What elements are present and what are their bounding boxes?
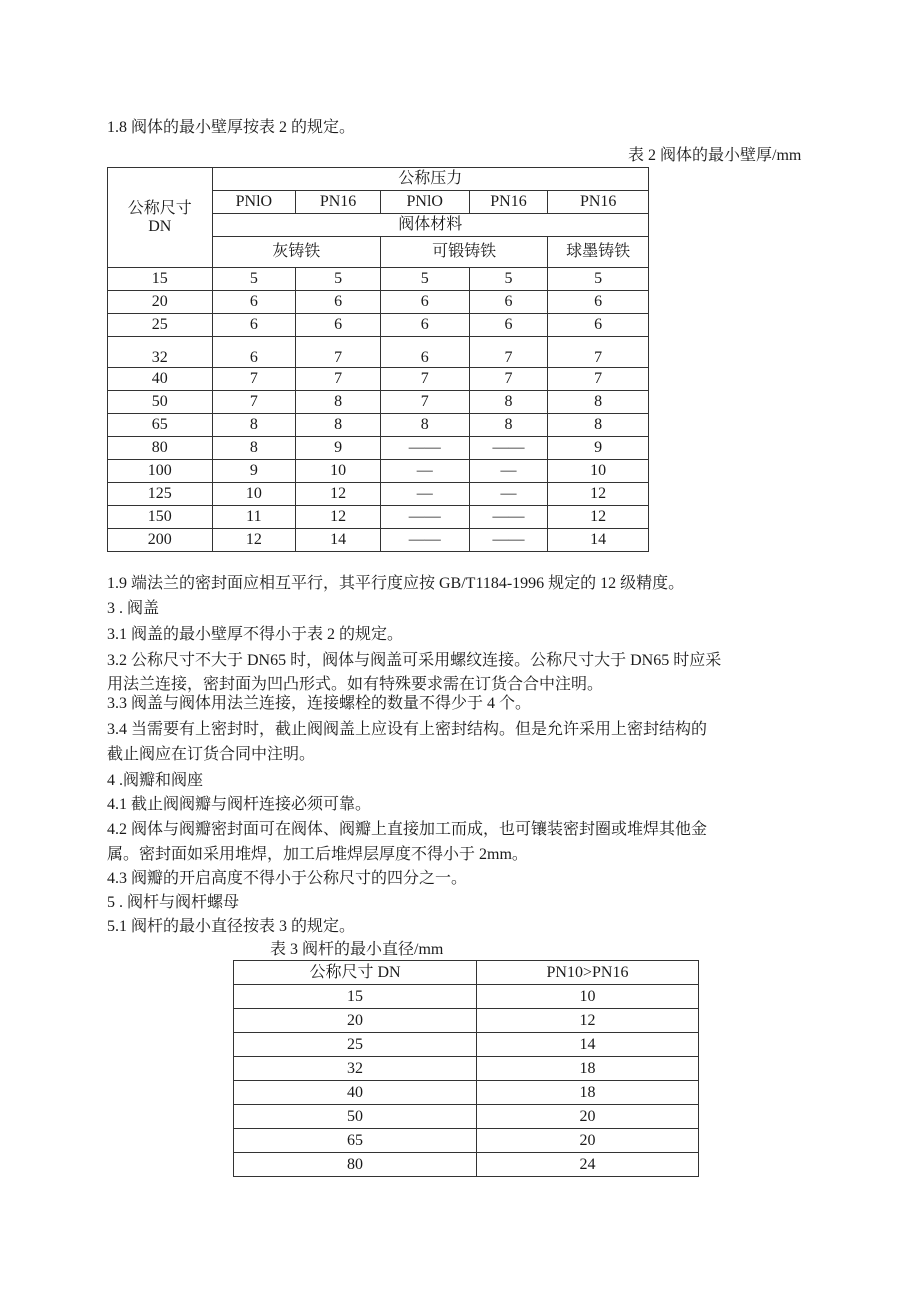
cell: 6 (469, 291, 548, 314)
pressure-col-4: PN16 (469, 191, 548, 214)
cell: 20 (108, 291, 213, 314)
cell: 80 (108, 437, 213, 460)
cell: 9 (212, 460, 296, 483)
cell: 32 (108, 337, 213, 368)
cell: 7 (296, 368, 381, 391)
pressure-header: 公称压力 (212, 168, 648, 191)
cell: — (469, 460, 548, 483)
cell: 8 (469, 414, 548, 437)
paragraph-3-1: 3.1 阀盖的最小壁厚不得小于表 2 的规定。 (107, 626, 404, 643)
cell: 8 (548, 414, 649, 437)
table-row (108, 437, 649, 460)
table-row (234, 1081, 699, 1105)
table-row (234, 1033, 699, 1057)
cell: 6 (296, 291, 381, 314)
cell: 6 (212, 314, 296, 337)
cell: 80 (234, 1153, 477, 1177)
table-row (234, 985, 699, 1009)
paragraph-1-9: 1.9 端法兰的密封面应相互平行，其平行度应按 GB/T1184-1996 规定的 12 级精度。 (107, 575, 685, 592)
cell: 25 (108, 314, 213, 337)
cell: 7 (212, 368, 296, 391)
material-ductile-iron: 球墨铸铁 (548, 237, 649, 268)
table-row (108, 483, 649, 506)
cell: —— (380, 506, 469, 529)
cell: 10 (212, 483, 296, 506)
cell: 100 (108, 460, 213, 483)
paragraph-4-2-line1: 4.2 阀体与阀瓣密封面可在阀体、阀瓣上直接加工而成，也可镶装密封圈或堆焊其他金 (107, 821, 708, 838)
cell: 12 (212, 529, 296, 552)
cell: 40 (108, 368, 213, 391)
cell: 12 (296, 483, 381, 506)
paragraph-4-1: 4.1 截止阀阀瓣与阀杆连接必须可靠。 (107, 796, 372, 813)
paragraph-5-1: 5.1 阀杆的最小直径按表 3 的规定。 (107, 918, 356, 935)
cell: 14 (548, 529, 649, 552)
paragraph-3-4-line1: 3.4 当需要有上密封时，截止阀阀盖上应设有上密封结构。但是允许采用上密封结构的 (107, 721, 708, 738)
table-row (108, 529, 649, 552)
paragraph-3-4-line2: 截止阀应在订货合同中注明。 (107, 746, 316, 763)
table-row (234, 1105, 699, 1129)
cell: 5 (212, 268, 296, 291)
cell: 8 (296, 391, 381, 414)
cell: 6 (469, 314, 548, 337)
cell: — (380, 483, 469, 506)
table-row (108, 506, 649, 529)
table-row (108, 268, 649, 291)
cell: 14 (296, 529, 381, 552)
cell: 6 (380, 337, 469, 368)
cell: 5 (380, 268, 469, 291)
cell: — (469, 483, 548, 506)
paragraph-3-2-line1: 3.2 公称尺寸不大于 DN65 时，阀体与阀盖可采用螺纹连接。公称尺寸大于 DN65 时应采 (107, 652, 722, 669)
cell: 12 (548, 506, 649, 529)
cell: 65 (234, 1129, 477, 1153)
paragraph-1-8: 1.8 阀体的最小壁厚按表 2 的规定。 (107, 119, 356, 136)
cell: 24 (477, 1153, 699, 1177)
cell: 10 (548, 460, 649, 483)
table2-caption: 表 2 阀体的最小壁厚/mm (628, 147, 802, 164)
table-row (108, 291, 649, 314)
cell: 20 (477, 1105, 699, 1129)
cell: 7 (548, 337, 649, 368)
dn-header-line2: DN (148, 217, 172, 235)
cell: 7 (212, 391, 296, 414)
cell: 11 (212, 506, 296, 529)
header-pressure: PN10>PN16 (477, 961, 699, 985)
cell: 8 (469, 391, 548, 414)
pressure-col-3: PNlO (380, 191, 469, 214)
table-row (108, 460, 649, 483)
cell: 32 (234, 1057, 477, 1081)
cell: 7 (380, 368, 469, 391)
dn-header-line1: 公称尺寸 (127, 199, 192, 217)
table-row (108, 414, 649, 437)
table-row (234, 1057, 699, 1081)
cell: 6 (212, 337, 296, 368)
cell: 10 (477, 985, 699, 1009)
table3-min-stem-diameter (233, 960, 699, 1177)
cell: 9 (296, 437, 381, 460)
cell: 7 (469, 368, 548, 391)
cell: 12 (548, 483, 649, 506)
material-header: 阀体材料 (212, 214, 648, 237)
cell: 5 (469, 268, 548, 291)
cell: 15 (234, 985, 477, 1009)
pressure-col-1: PNlO (212, 191, 296, 214)
cell: 20 (477, 1129, 699, 1153)
cell: —— (469, 529, 548, 552)
cell: 8 (212, 414, 296, 437)
cell: 150 (108, 506, 213, 529)
cell: 15 (108, 268, 213, 291)
section-5-heading: 5 . 阀杆与阀杆螺母 (107, 894, 240, 911)
cell: 7 (296, 337, 381, 368)
cell: 6 (380, 314, 469, 337)
paragraph-4-2-line2: 属。密封面如采用堆焊，加工后堆焊层厚度不得小于 2mm。 (107, 846, 528, 863)
table-row (234, 1129, 699, 1153)
cell: 20 (234, 1009, 477, 1033)
table-row (108, 391, 649, 414)
table-row (234, 1009, 699, 1033)
cell: 7 (469, 337, 548, 368)
material-malleable-iron: 可锻铸铁 (380, 237, 547, 268)
table-row (108, 314, 649, 337)
section-4-heading: 4 .阀瓣和阀座 (107, 772, 204, 789)
header-dn: 公称尺寸 DN (234, 961, 477, 985)
cell: 6 (296, 314, 381, 337)
cell: 6 (548, 291, 649, 314)
cell: 6 (212, 291, 296, 314)
cell: 7 (380, 391, 469, 414)
cell: 6 (548, 314, 649, 337)
table2-min-wall-thickness (107, 167, 649, 552)
cell: 8 (212, 437, 296, 460)
cell: 14 (477, 1033, 699, 1057)
paragraph-3-2-line2: 用法兰连接，密封面为凹凸形式。如有特殊要求需在订货合合中注明。 (107, 676, 604, 693)
cell: 5 (548, 268, 649, 291)
cell: 12 (477, 1009, 699, 1033)
cell: 125 (108, 483, 213, 506)
cell: — (380, 460, 469, 483)
cell: 10 (296, 460, 381, 483)
cell: 8 (296, 414, 381, 437)
cell: 9 (548, 437, 649, 460)
cell: 6 (380, 291, 469, 314)
cell: 50 (108, 391, 213, 414)
cell: —— (469, 506, 548, 529)
cell: 65 (108, 414, 213, 437)
cell: 8 (380, 414, 469, 437)
cell: —— (469, 437, 548, 460)
table-row (108, 368, 649, 391)
section-3-heading: 3 . 阀盖 (107, 600, 160, 617)
cell: 7 (548, 368, 649, 391)
cell: 18 (477, 1057, 699, 1081)
cell: 40 (234, 1081, 477, 1105)
cell: 12 (296, 506, 381, 529)
dn-header-cell (108, 168, 213, 268)
pressure-col-2: PN16 (296, 191, 381, 214)
cell: 200 (108, 529, 213, 552)
paragraph-4-3: 4.3 阀瓣的开启高度不得小于公称尺寸的四分之一。 (107, 870, 468, 887)
cell: 18 (477, 1081, 699, 1105)
cell: —— (380, 529, 469, 552)
table-row (234, 1153, 699, 1177)
pressure-col-5: PN16 (548, 191, 649, 214)
cell: 5 (296, 268, 381, 291)
material-gray-iron: 灰铸铁 (212, 237, 380, 268)
cell: 25 (234, 1033, 477, 1057)
paragraph-3-3: 3.3 阀盖与阀体用法兰连接，连接螺栓的数量不得少于 4 个。 (107, 695, 532, 712)
table-row (108, 337, 649, 368)
table3-caption: 表 3 阀杆的最小直径/mm (270, 941, 444, 958)
cell: 8 (548, 391, 649, 414)
cell: —— (380, 437, 469, 460)
cell: 50 (234, 1105, 477, 1129)
